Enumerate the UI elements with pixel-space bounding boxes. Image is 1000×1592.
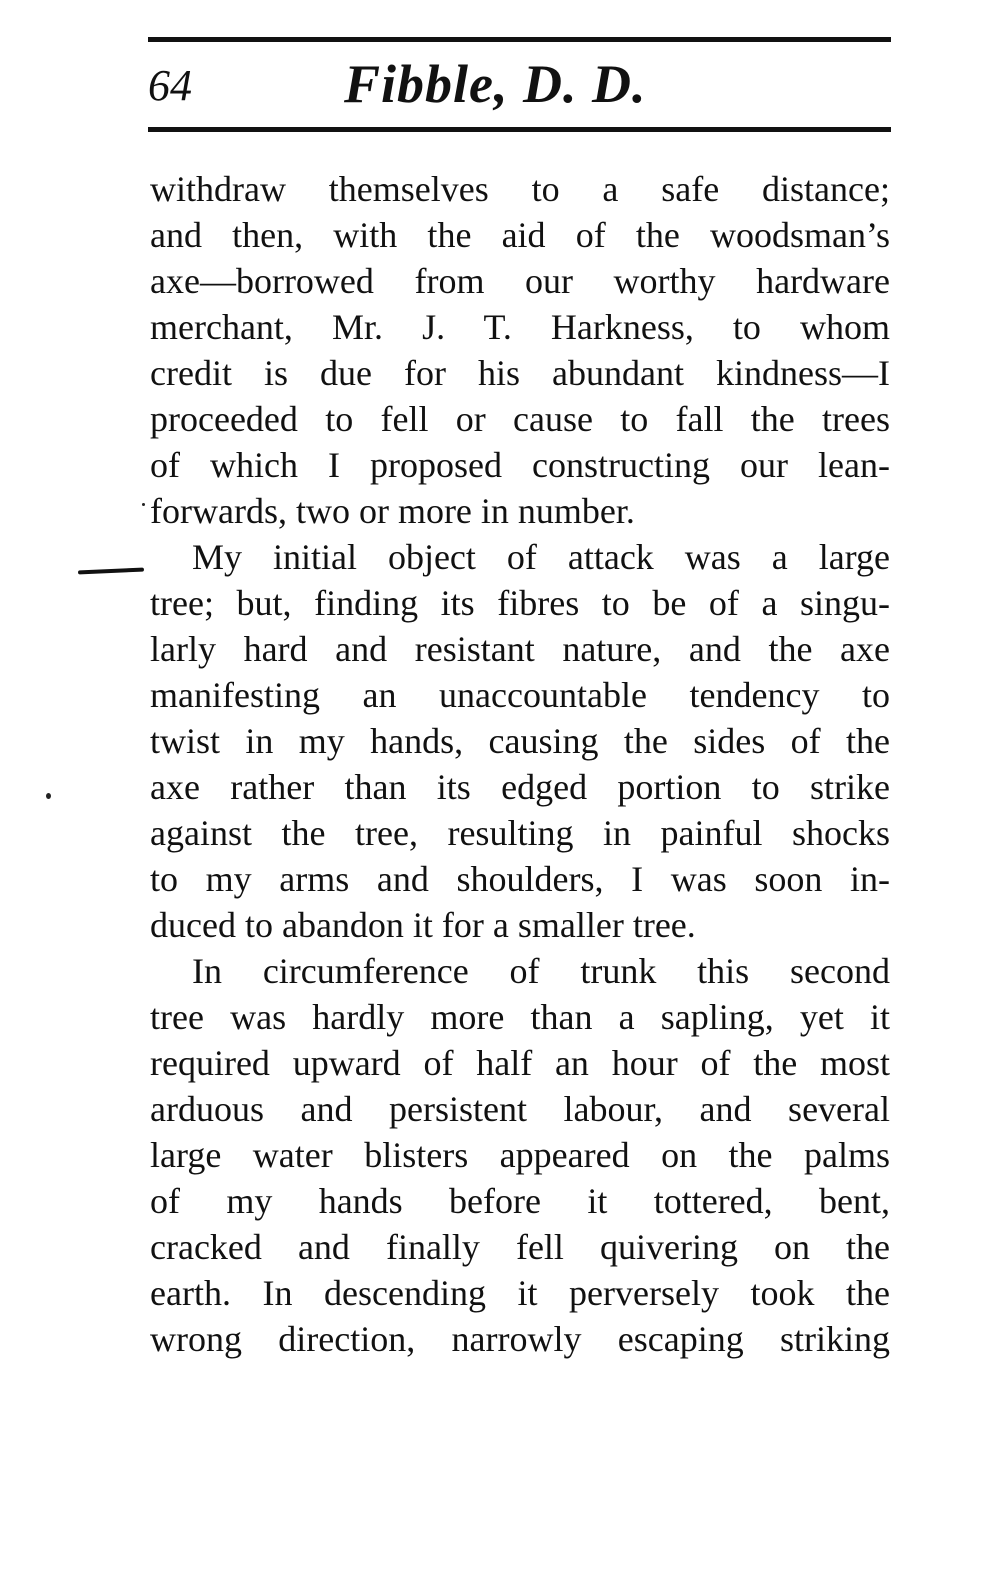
- text-line: required upward of half an hour of the most: [150, 1043, 890, 1083]
- text-line: manifesting an unaccountable tendency to: [150, 675, 890, 715]
- text-line: of my hands before it tottered, bent,: [150, 1181, 890, 1221]
- text-line: withdraw themselves to a safe distance;: [150, 169, 890, 209]
- text-line: against the tree, resulting in painful shocks: [150, 813, 890, 853]
- page-number: 64: [148, 61, 192, 110]
- text-line: In circumference of trunk this second: [192, 951, 890, 991]
- running-head: [148, 56, 891, 116]
- text-line: proceeded to fell or cause to fall the trees: [150, 399, 890, 439]
- text-line: My initial object of attack was a large: [192, 537, 890, 577]
- margin-pencil-mark: [78, 568, 144, 575]
- header-top-rule: [148, 37, 891, 42]
- text-line: credit is due for his abundant kindness—I: [150, 353, 890, 393]
- running-title: Fibble, D. D.: [344, 54, 647, 114]
- text-line: tree was hardly more than a sapling, yet it: [150, 997, 890, 1037]
- text-line: twist in my hands, causing the sides of the: [150, 721, 890, 761]
- ink-speck: [142, 503, 145, 506]
- ink-speck: [46, 793, 51, 799]
- text-line: axe—borrowed from our worthy hardware: [150, 261, 890, 301]
- text-line: large water blisters appeared on the palms: [150, 1135, 890, 1175]
- text-line: and then, with the aid of the woodsman’s: [150, 215, 890, 255]
- text-line: earth. In descending it perversely took the: [150, 1273, 890, 1313]
- text-line: to my arms and shoulders, I was soon in-: [150, 859, 890, 899]
- text-line: larly hard and resistant nature, and the axe: [150, 629, 890, 669]
- text-line: forwards, two or more in number.: [150, 491, 635, 531]
- body-text: [150, 166, 890, 1362]
- text-line: duced to abandon it for a smaller tree.: [150, 905, 696, 945]
- header-bottom-rule: [148, 127, 891, 132]
- text-line: arduous and persistent labour, and several: [150, 1089, 890, 1129]
- text-line: tree; but, finding its fibres to be of a singu-: [150, 583, 890, 623]
- text-line: merchant, Mr. J. T. Harkness, to whom: [150, 307, 890, 347]
- text-line: wrong direction, narrowly escaping striking: [150, 1319, 890, 1359]
- text-line: of which I proposed constructing our lean-: [150, 445, 890, 485]
- text-line: axe rather than its edged portion to strike: [150, 767, 890, 807]
- text-line: cracked and finally fell quivering on the: [150, 1227, 890, 1267]
